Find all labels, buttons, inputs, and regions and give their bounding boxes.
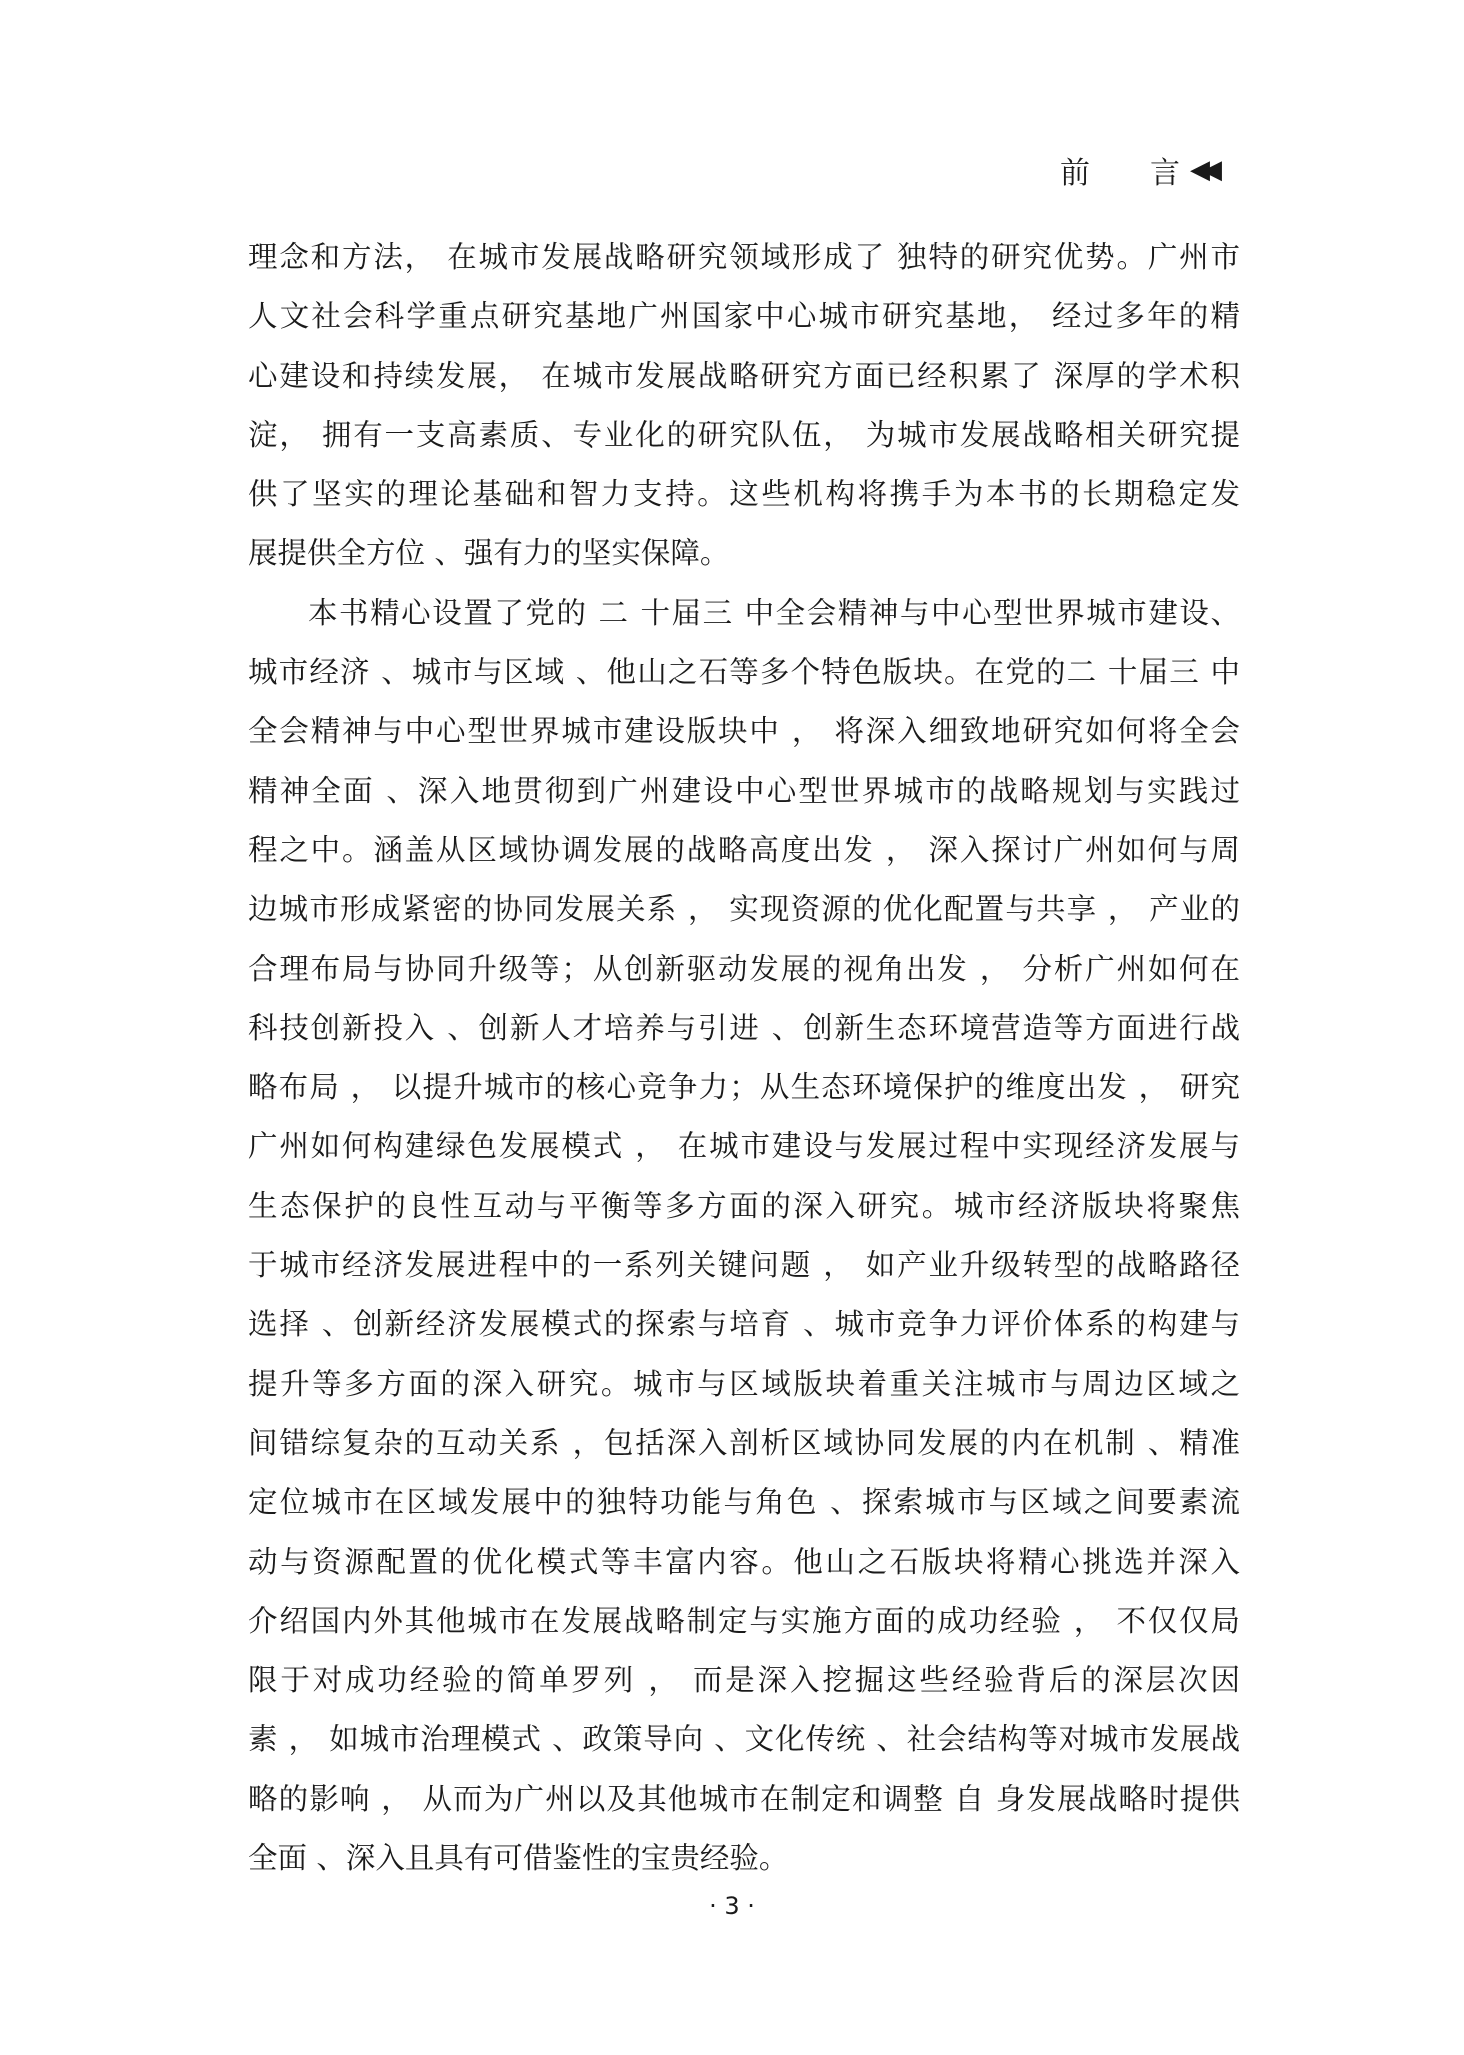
text-line: 素 ， 如城市治理模式 、政策导向 、文化传统 、社会结构等对城市发展战 [248, 1722, 1240, 1757]
text-line: 广州如何构建绿色发展模式 ， 在城市建设与发展过程中实现经济发展与 [248, 1129, 1240, 1164]
text-line: 本书精心设置了党的 二 十届三 中全会精神与中心型世界城市建设、 [308, 595, 1240, 630]
text-line: 定位城市在区域发展中的独特功能与角色 、探索城市与区域之间要素流 [248, 1485, 1240, 1520]
text-line: 全会精神与中心型世界城市建设版块中 ， 将深入细致地研究如何将全会 [248, 714, 1240, 749]
body-text [248, 228, 1240, 1888]
text-line: 供了坚实的理论基础和智力支持。这些机构将携手为本书的长期稳定发 [248, 477, 1240, 512]
text-line: 略布局 ， 以提升城市的核心竞争力；从生态环境保护的维度出发 ， 研究 [248, 1070, 1240, 1105]
text-line: 理念和方法， 在城市发展战略研究领域形成了 独特的研究优势。广州市 [248, 240, 1240, 274]
text-line: 精神全面 、深入地贯彻到广州建设中心型世界城市的战略规划与实践过 [248, 773, 1240, 808]
header-word-2: 言 [1150, 156, 1180, 191]
text-line: 提升等多方面的深入研究。城市与区域版块着重关注城市与周边区域之 [248, 1366, 1240, 1401]
text-line: 程之中。涵盖从区域协调发展的战略高度出发 ， 深入探讨广州如何与周 [248, 832, 1240, 867]
text-line: 城市经济 、城市与区域 、他山之石等多个特色版块。在党的二 十届三 中 [248, 655, 1240, 690]
running-header [1060, 148, 1214, 192]
text-line: 心建设和持续发展， 在城市发展战略研究方面已经积累了 深厚的学术积 [248, 358, 1240, 393]
text-line: 选择 、创新经济发展模式的探索与培育 、城市竞争力评价体系的构建与 [248, 1307, 1240, 1342]
text-line: 动与资源配置的优化模式等丰富内容。他山之石版块将精心挑选并深入 [248, 1544, 1240, 1579]
text-line: 展提供全方位 、强有力的坚实保障。 [248, 536, 730, 571]
text-line: 淀， 拥有一支高素质、专业化的研究队伍， 为城市发展战略相关研究提 [248, 417, 1240, 452]
text-line: 生态保护的良性互动与平衡等多方面的深入研究。城市经济版块将聚焦 [248, 1188, 1240, 1223]
text-line: 人文社会科学重点研究基地广州国家中心城市研究基地， 经过多年的精 [248, 299, 1240, 334]
text-line: 合理布局与协同升级等；从创新驱动发展的视角出发 ， 分析广州如何在 [248, 951, 1240, 986]
header-word-1: 前 [1060, 156, 1090, 191]
text-line: 科技创新投入 、创新人才培养与引进 、创新生态环境营造等方面进行战 [248, 1010, 1240, 1045]
text-line: 全面 、深入且具有可借鉴性的宝贵经验。 [248, 1841, 789, 1876]
text-line: 介绍国内外其他城市在发展战略制定与实施方面的成功经验 ， 不仅仅局 [248, 1603, 1240, 1638]
text-line: 边城市形成紧密的协同发展关系 ， 实现资源的优化配置与共享 ， 产业的 [248, 892, 1240, 927]
text-line: 间错综复杂的互动关系 ，包括深入剖析区域协同发展的内在机制 、精准 [248, 1425, 1240, 1460]
text-line: 于城市经济发展进程中的一系列关键问题 ， 如产业升级转型的战略路径 [248, 1248, 1240, 1283]
page-number: · 3 · [709, 1892, 755, 1920]
double-arrow-left-icon: ◀◀ [1190, 155, 1214, 185]
text-line: 限于对成功经验的简单罗列 ， 而是深入挖掘这些经验背后的深层次因 [248, 1663, 1240, 1698]
text-line: 略的影响 ， 从而为广州以及其他城市在制定和调整 自 身发展战略时提供 [248, 1781, 1240, 1816]
